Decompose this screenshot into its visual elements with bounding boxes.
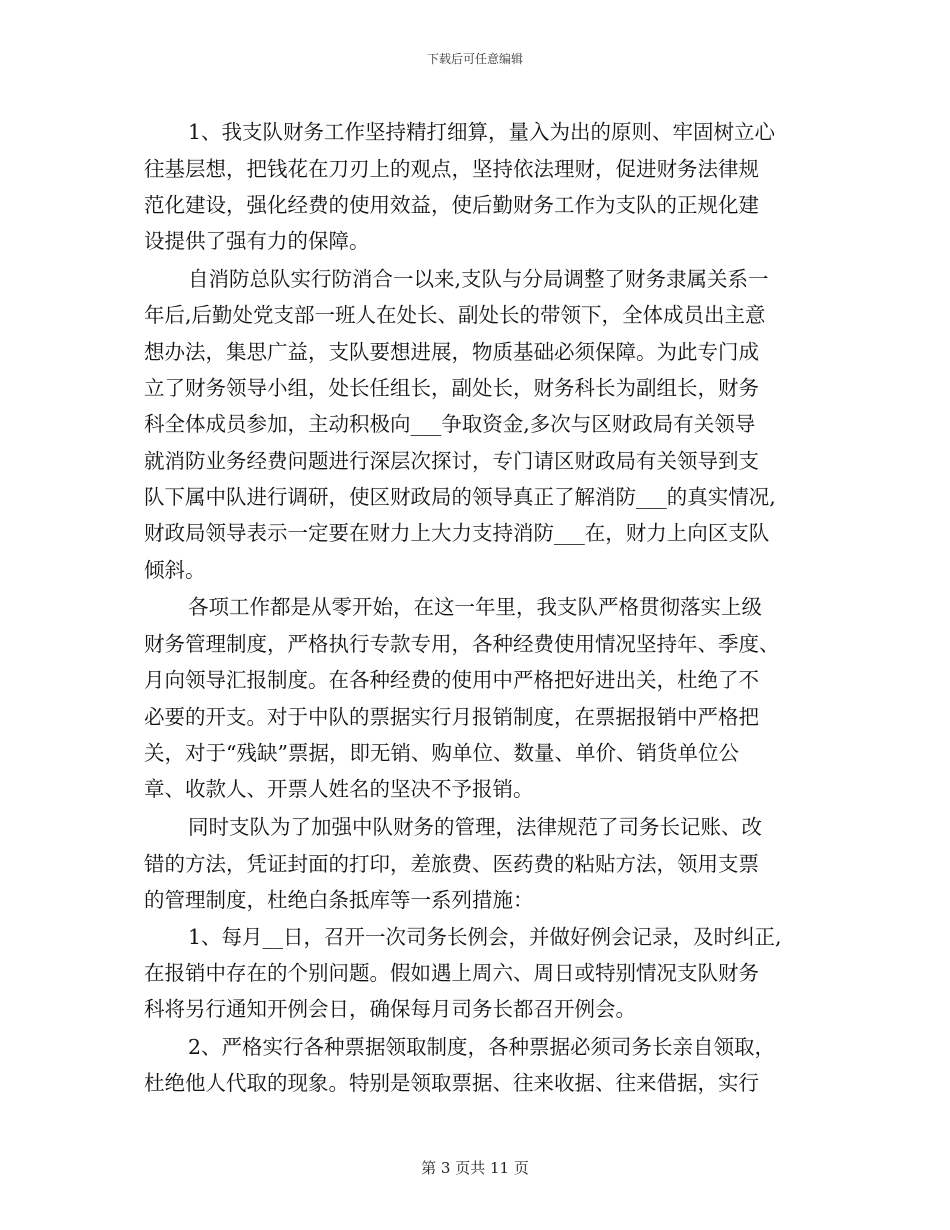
body-line: 1、我支队财务工作坚持精打细算，量入为出的原则、牢固树立心 [188, 120, 776, 144]
body-line: 倾斜。 [144, 558, 206, 582]
body-line: 2、严格实行各种票据领取制度，各种票据必须司务长亲自领取， [188, 1035, 776, 1059]
body-line: 章、收款人、开票人姓名的坚决不予报销。 [144, 777, 534, 801]
body-line: 各项工作都是从零开始，在这一年里，我支队严格贯彻落实上级 [188, 595, 762, 619]
body-line: 月向领导汇报制度。在各种经费的使用中严格把好进出关，杜绝了不 [144, 668, 759, 692]
body-line: 关，对于“残缺”票据，即无销、购单位、数量、单价、销货单位公 [144, 741, 739, 765]
body-line: 设提供了强有力的保障。 [144, 229, 370, 253]
body-line: 立了财务领导小组，处长任组长，副处长，财务科长为副组长，财务 [144, 376, 759, 400]
body-line: 的管理制度，杜绝白条抵库等一系列措施： [144, 888, 534, 912]
body-line: 财政局领导表示一定要在财力上大力支持消防___在，财力上向区支队 [144, 521, 770, 545]
body-line: 在报销中存在的个别问题。假如遇上周六、周日或特别情况支队财务 [144, 961, 759, 985]
body-line: 错的方法，凭证封面的打印，差旅费、医药费的粘贴方法，领用支票 [144, 852, 759, 876]
body-line: 科全体成员参加，主动积极向___争取资金,多次与区财政局有关领导 [144, 412, 756, 436]
body-line: 年后,后勤处党支部一班人在处长、副处长的带领下，全体成员出主意 [144, 303, 766, 327]
body-line: 1、每月__日，召开一次司务长例会，并做好例会记录，及时纠正, [188, 925, 782, 949]
body-line: 自消防总队实行防消合一以来,支队与分局调整了财务隶属关系一 [188, 267, 769, 291]
body-line: 想办法，集思广益，支队要想进展，物质基础必须保障。为此专门成 [144, 340, 759, 364]
body-line: 同时支队为了加强中队财务的管理，法律规范了司务长记账、改 [188, 815, 762, 839]
body-line: 杜绝他人代取的现象。特别是领取票据、往来收据、往来借据，实行 [144, 1071, 759, 1095]
body-line: 范化建设，强化经费的使用效益，使后勤财务工作为支队的正规化建 [144, 193, 759, 217]
page-number-footer: 第 3 页共 11 页 [421, 1159, 529, 1177]
body-line: 财务管理制度，严格执行专款专用，各种经费使用情况坚持年、季度、 [144, 632, 780, 656]
page-header: 下载后可任意编辑 [426, 52, 523, 66]
body-line: 必要的开支。对于中队的票据实行月报销制度，在票据报销中严格把 [144, 705, 759, 729]
body-line: 往基层想，把钱花在刀刃上的观点，坚持依法理财，促进财务法律规 [144, 157, 759, 181]
body-line: 科将另行通知开例会日，确保每月司务长都召开例会。 [144, 997, 636, 1021]
body-line: 就消防业务经费问题进行深层次探讨，专门请区财政局有关领导到支 [144, 449, 759, 473]
body-line: 队下属中队进行调研，使区财政局的领导真正了解消防___的真实情况, [144, 485, 776, 509]
